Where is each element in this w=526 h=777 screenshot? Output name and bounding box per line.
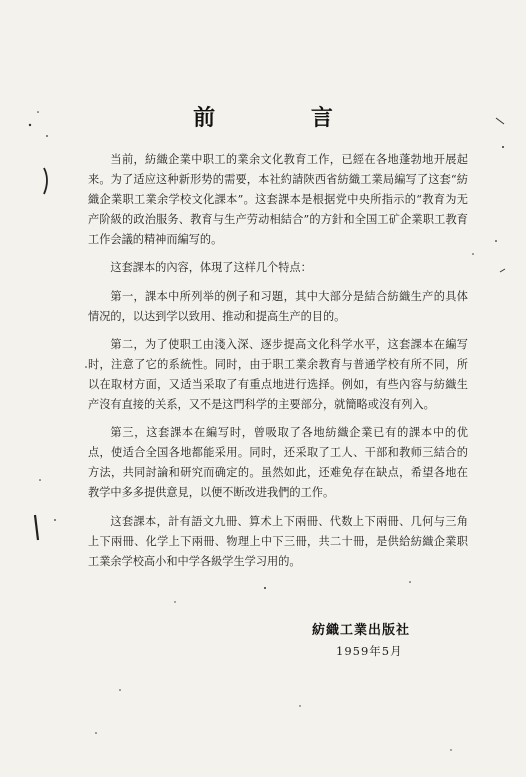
publication-date: 1959年5月	[336, 644, 403, 658]
preface-title: 前 言	[193, 106, 377, 131]
paragraph-4: 第二，为了使职工由淺入深、逐步提高文化科学水平，这套課本在編写时，注意了它的系統性。同时，由于职工業余教育与普通学校有所不同，所以在取材方面，又适当采取了有重点地进行选择。例如，有些內容与紡織生产沒有直接的关系，又不是这門科学的主要部分，就簡略或沒有列入。	[88, 337, 468, 412]
paragraph-2: 这套課本的內容，体現了这样几个特点：	[110, 261, 312, 275]
paragraph-6: 这套課本，計有語文九冊、算术上下兩冊、代数上下兩冊、几何与三角上下兩冊、化学上下兩冊、物理上中下三冊，共二十冊，是供給紡織企業职工業余学校高小和中学各級学生学习用的。	[88, 514, 468, 568]
publisher-name: 紡織工業出版社	[312, 623, 411, 638]
paragraph-1: 当前，紡織企業中职工的業余文化教育工作，已經在各地蓬勃地开展起来。为了适应这种新形势的需要，本社約請陝西省紡織工業局編写了这套“紡織企業职工業余学校文化課本”。这套課本是根据党中央所指示的“教育为无产阶級的政治服务、教育与生产劳动相結合”的方針和全国工矿企業职工教育工作会議的精神而編写的。	[88, 153, 468, 247]
preface-body	[88, 150, 468, 580]
paragraph-3: 第一，課本中所列举的例子和习題，其中大部分是結合紡織生产的具体情况的，以达到学以致用、推动和提高生产的目的。	[88, 289, 468, 323]
paragraph-5: 第三，这套課本在編写时，曾吸取了各地紡織企業已有的課本中的优点，使适合全国各地都能采用。同时，还采取了工人、干部和教师三結合的方法，共同討論和研究而确定的。虽然如此，还难免存在缺点，希望各地在教学中多多提供意見，以便不断改进我們的工作。	[88, 426, 468, 500]
